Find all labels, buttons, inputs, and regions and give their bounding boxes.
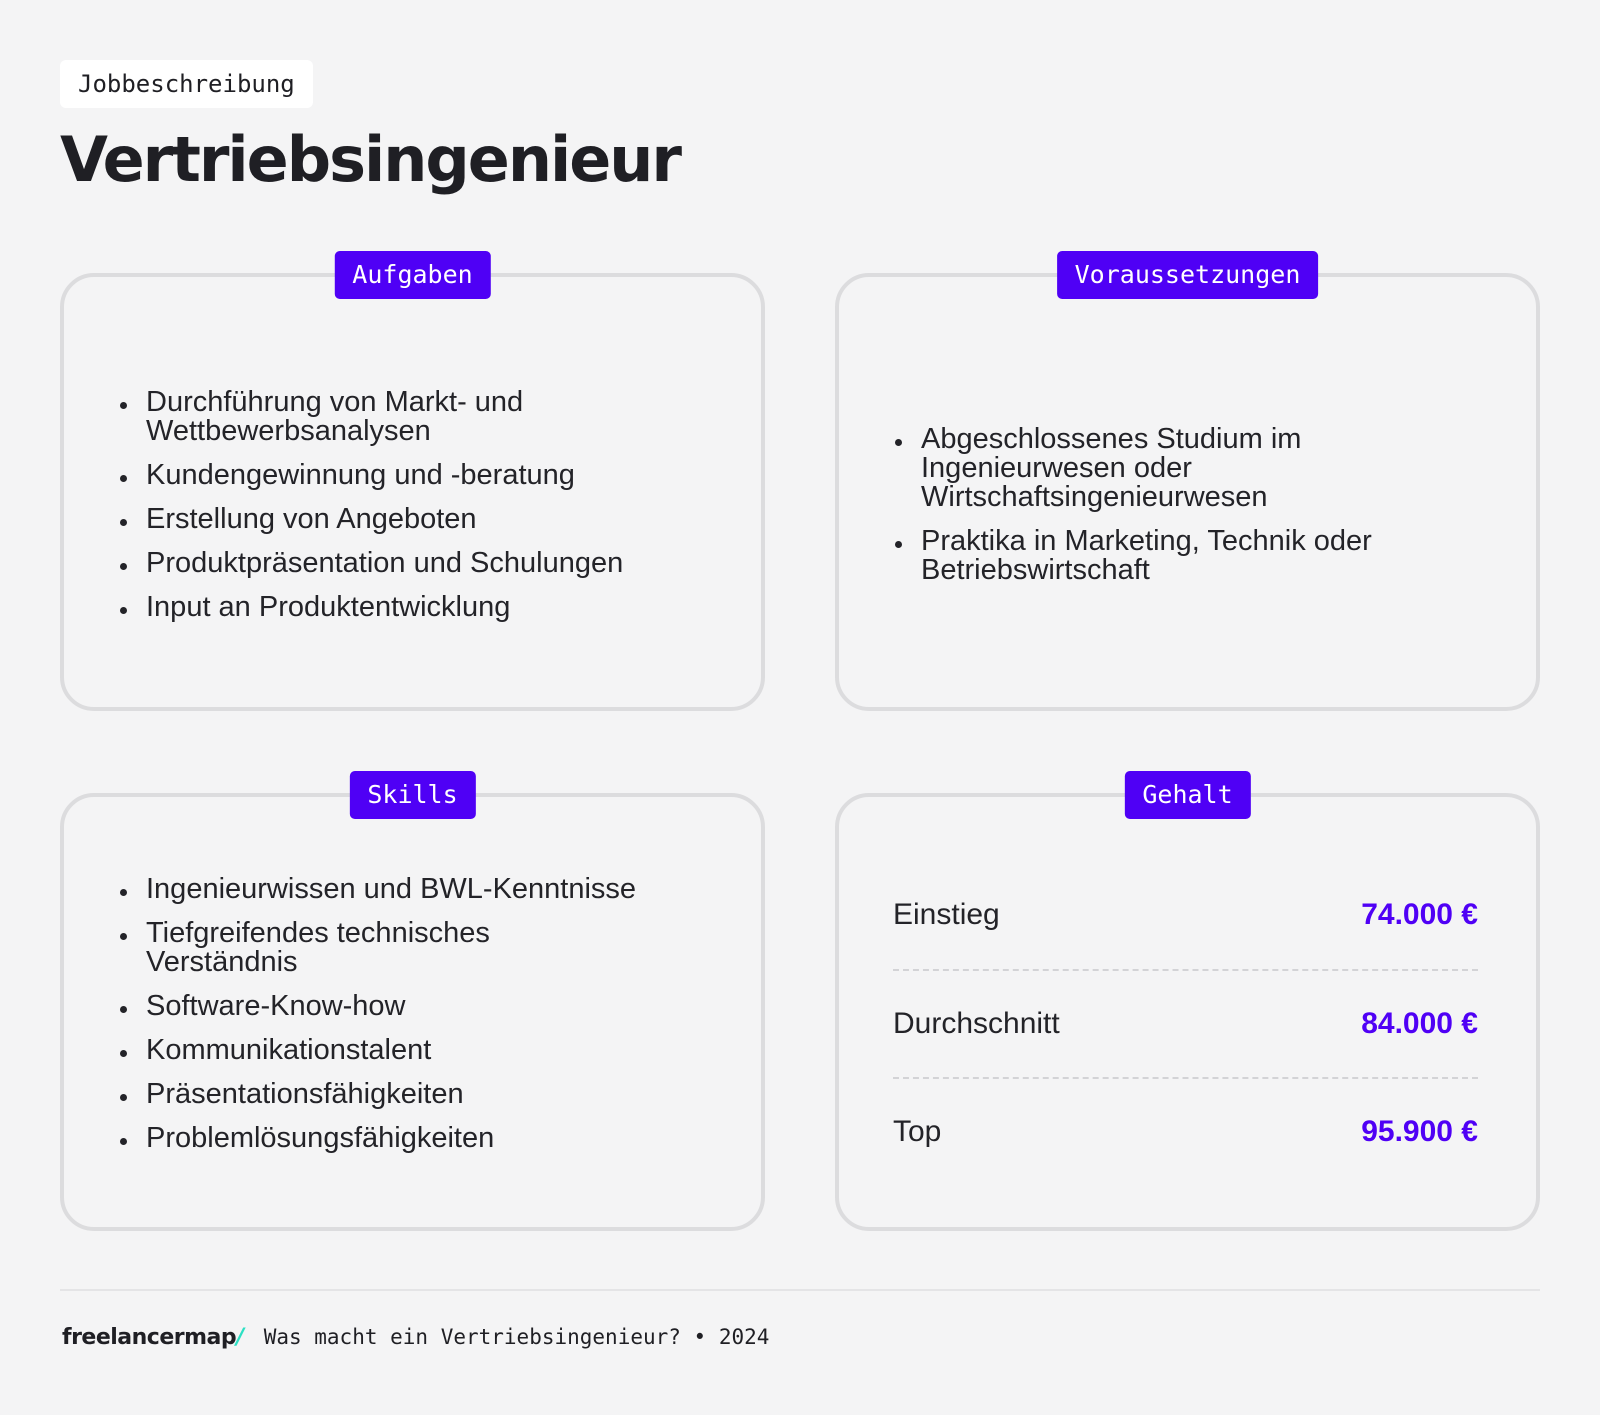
logo-slash-icon: /: [236, 1325, 244, 1350]
freelancermap-logo[interactable]: [62, 1325, 244, 1350]
list-item: Input an Produktentwicklung: [116, 593, 686, 622]
card-voraussetzungen: [835, 260, 1540, 711]
salary-row-durchschnitt: [893, 969, 1478, 1077]
list-item: Produktpräsentation und Schulungen: [116, 549, 686, 578]
card-aufgaben-label: Aufgaben: [334, 251, 490, 299]
list-item: Ingenieurwissen und BWL-Kenntnisse: [116, 875, 686, 904]
list-item: Tiefgreifendes technisches Verständnis: [116, 919, 556, 977]
card-skills-label: Skills: [349, 771, 475, 819]
aufgaben-list: [116, 388, 686, 622]
footer-caption: Was macht ein Vertriebsingenieur? • 2024: [263, 1325, 770, 1349]
list-item: Abgeschlossenes Studium im Ingenieurwesen oder Wirtschaftsingenieurwesen: [891, 425, 1361, 512]
list-item: Erstellung von Angeboten: [116, 505, 686, 534]
salary-label: Durchschnitt: [893, 1007, 1060, 1040]
salary-label: Top: [893, 1115, 942, 1148]
salary-value: 74.000 €: [1361, 898, 1478, 931]
salary-value: 84.000 €: [1361, 1007, 1478, 1040]
skills-list: [116, 875, 686, 1153]
salary-row-einstieg: [893, 861, 1478, 969]
list-item: Durchführung von Markt- und Wettbewerbsanalysen: [116, 388, 686, 446]
salary-row-top: [893, 1077, 1478, 1185]
list-item: Problemlösungsfähigkeiten: [116, 1124, 686, 1153]
card-aufgaben: [60, 260, 765, 711]
card-gehalt: [835, 780, 1540, 1231]
list-item: Kommunikationstalent: [116, 1036, 686, 1065]
card-gehalt-label: Gehalt: [1124, 771, 1250, 819]
card-voraussetzungen-label: Voraussetzungen: [1057, 251, 1319, 299]
voraussetzungen-list: [891, 425, 1451, 585]
footer: [62, 1325, 769, 1350]
card-skills: [60, 780, 765, 1231]
list-item: Software-Know-how: [116, 992, 686, 1021]
logo-text: freelancermap: [62, 1325, 237, 1350]
page-title: Vertriebsingenieur: [60, 123, 680, 196]
list-item: Präsentationsfähigkeiten: [116, 1080, 686, 1109]
list-item: Kundengewinnung und -beratung: [116, 461, 686, 490]
salary-label: Einstieg: [893, 898, 1000, 931]
list-item: Praktika in Marketing, Technik oder Betriebswirtschaft: [891, 527, 1451, 585]
footer-divider: [60, 1289, 1540, 1291]
salary-value: 95.900 €: [1361, 1115, 1478, 1148]
section-tag: Jobbeschreibung: [60, 60, 313, 108]
